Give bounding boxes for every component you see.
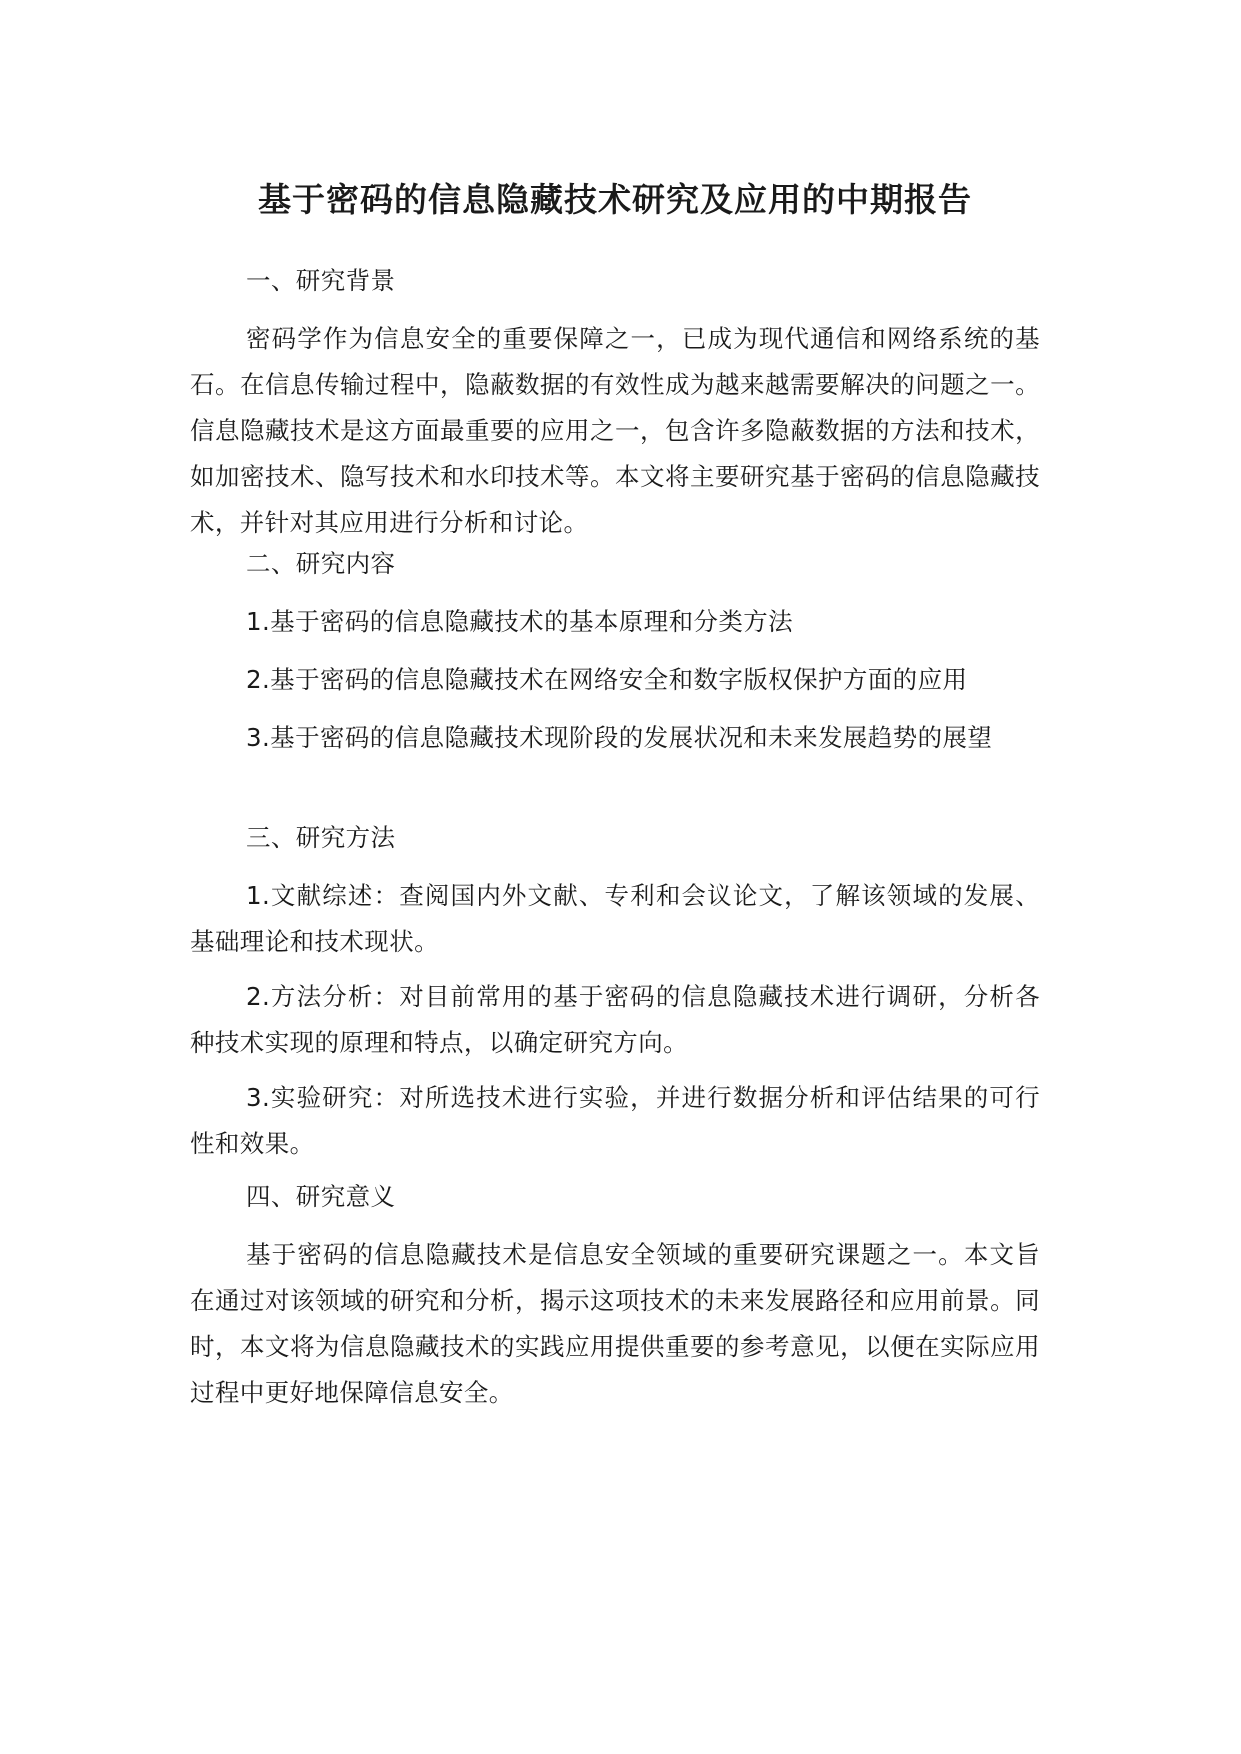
- background-paragraph: 密码学作为信息安全的重要保障之一，已成为现代通信和网络系统的基石。在信息传输过程中，隐蔽数据的有效性成为越来越需要解决的问题之一。信息隐藏技术是这方面最重要的应用之一，包含许多隐蔽数据的方法和技术，如加密技术、隐写技术和水印技术等。本文将主要研究基于密码的信息隐藏技术，并针对其应用进行分析和讨论。: [190, 324, 1040, 537]
- section-heading-significance: 四、研究意义: [246, 1182, 396, 1211]
- section-heading-content: 二、研究内容: [246, 549, 396, 578]
- method-item-2: 2.方法分析：对目前常用的基于密码的信息隐藏技术进行调研，分析各种技术实现的原理和特点，以确定研究方向。: [190, 982, 1040, 1057]
- content-item-1: 1.基于密码的信息隐藏技术的基本原理和分类方法: [246, 607, 794, 636]
- content-item-2: 2.基于密码的信息隐藏技术在网络安全和数字版权保护方面的应用: [246, 665, 968, 694]
- method-item-3: 3.实验研究：对所选技术进行实验，并进行数据分析和评估结果的可行性和效果。: [190, 1083, 1040, 1158]
- document-page: [190, 0, 1040, 1754]
- document-title: 基于密码的信息隐藏技术研究及应用的中期报告: [258, 180, 972, 219]
- section-heading-background: 一、研究背景: [246, 266, 396, 295]
- significance-paragraph: 基于密码的信息隐藏技术是信息安全领域的重要研究课题之一。本文旨在通过对该领域的研究和分析，揭示这项技术的未来发展路径和应用前景。同时，本文将为信息隐藏技术的实践应用提供重要的参考意见，以便在实际应用过程中更好地保障信息安全。: [190, 1240, 1040, 1407]
- section-heading-methods: 三、研究方法: [246, 823, 396, 852]
- method-item-1: 1.文献综述：查阅国内外文献、专利和会议论文，了解该领域的发展、基础理论和技术现状。: [190, 881, 1040, 956]
- content-item-3: 3.基于密码的信息隐藏技术现阶段的发展状况和未来发展趋势的展望: [246, 723, 993, 752]
